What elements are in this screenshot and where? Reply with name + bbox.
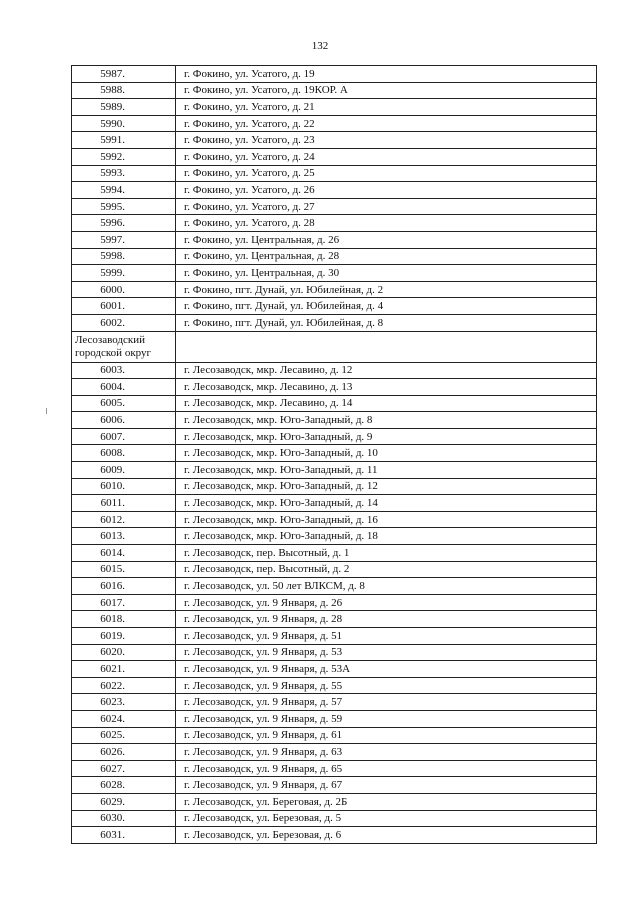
row-number: 5996. (72, 215, 176, 232)
address-cell: г. Фокино, ул. Центральная, д. 30 (176, 265, 597, 282)
row-number: 6016. (72, 578, 176, 595)
row-number: 6011. (72, 495, 176, 512)
table-row (72, 611, 597, 628)
address-cell: г. Лесозаводск, ул. 9 Января, д. 53А (176, 661, 597, 678)
row-number: 5989. (72, 99, 176, 116)
page-number: 132 (311, 40, 329, 52)
address-cell: г. Лесозаводск, ул. 9 Января, д. 51 (176, 628, 597, 645)
address-cell: г. Фокино, ул. Усатого, д. 19 (176, 66, 597, 83)
address-cell: г. Лесозаводск, ул. Березовая, д. 5 (176, 810, 597, 827)
address-cell: г. Лесозаводск, мкр. Юго-Западный, д. 10 (176, 445, 597, 462)
table-row (72, 395, 597, 412)
row-number: 5998. (72, 248, 176, 265)
row-number: 6007. (72, 428, 176, 445)
row-number: 5987. (72, 66, 176, 83)
table-row (72, 362, 597, 379)
address-cell: г. Фокино, ул. Усатого, д. 27 (176, 198, 597, 215)
address-cell: г. Фокино, ул. Усатого, д. 19КОР. А (176, 82, 597, 99)
address-cell: г. Лесозаводск, ул. Березовая, д. 6 (176, 827, 597, 844)
address-cell: г. Фокино, пгт. Дунай, ул. Юбилейная, д. 4 (176, 298, 597, 315)
row-number: 6027. (72, 760, 176, 777)
row-number: 6020. (72, 644, 176, 661)
table-row (72, 182, 597, 199)
row-number: 5999. (72, 265, 176, 282)
section-empty-cell (176, 331, 597, 362)
table-row (72, 265, 597, 282)
address-cell: г. Фокино, пгт. Дунай, ул. Юбилейная, д. 8 (176, 314, 597, 331)
address-cell: г. Лесозаводск, ул. 9 Января, д. 61 (176, 727, 597, 744)
table-row (72, 677, 597, 694)
table-row (72, 82, 597, 99)
row-number: 6005. (72, 395, 176, 412)
table-row (72, 561, 597, 578)
address-cell: г. Лесозаводск, ул. 9 Января, д. 57 (176, 694, 597, 711)
table-row (72, 511, 597, 528)
address-cell: г. Лесозаводск, мкр. Юго-Западный, д. 16 (176, 511, 597, 528)
table-row (72, 231, 597, 248)
address-cell: г. Лесозаводск, мкр. Юго-Западный, д. 12 (176, 478, 597, 495)
table-row (72, 478, 597, 495)
table-row (72, 248, 597, 265)
table-row (72, 644, 597, 661)
table-row (72, 198, 597, 215)
row-number: 6023. (72, 694, 176, 711)
address-cell: г. Лесозаводск, ул. 9 Января, д. 55 (176, 677, 597, 694)
table-row (72, 810, 597, 827)
table-row (72, 710, 597, 727)
address-cell: г. Лесозаводск, ул. 9 Января, д. 53 (176, 644, 597, 661)
table-row (72, 594, 597, 611)
row-number: 5993. (72, 165, 176, 182)
address-cell: г. Лесозаводск, ул. 9 Января, д. 59 (176, 710, 597, 727)
table-row (72, 578, 597, 595)
table-row (72, 165, 597, 182)
table-row (72, 495, 597, 512)
address-cell: г. Фокино, пгт. Дунай, ул. Юбилейная, д. 2 (176, 281, 597, 298)
address-cell: г. Лесозаводск, ул. 9 Января, д. 26 (176, 594, 597, 611)
address-table (71, 65, 597, 844)
row-number: 6024. (72, 710, 176, 727)
table-row (72, 445, 597, 462)
address-cell: г. Фокино, ул. Усатого, д. 22 (176, 115, 597, 132)
address-cell: г. Лесозаводск, мкр. Юго-Западный, д. 14 (176, 495, 597, 512)
address-cell: г. Лесозаводск, ул. 9 Января, д. 67 (176, 777, 597, 794)
row-number: 6014. (72, 545, 176, 562)
table-row (72, 793, 597, 810)
table-row (72, 827, 597, 844)
row-number: 6004. (72, 379, 176, 396)
address-cell: г. Лесозаводск, пер. Высотный, д. 1 (176, 545, 597, 562)
address-cell: г. Лесозаводск, мкр. Лесавино, д. 13 (176, 379, 597, 396)
row-number: 6001. (72, 298, 176, 315)
row-number: 6002. (72, 314, 176, 331)
address-cell: г. Фокино, ул. Усатого, д. 26 (176, 182, 597, 199)
row-number: 5997. (72, 231, 176, 248)
row-number: 6000. (72, 281, 176, 298)
row-number: 6015. (72, 561, 176, 578)
table-row (72, 66, 597, 83)
table-row (72, 281, 597, 298)
address-cell: г. Лесозаводск, ул. 9 Января, д. 63 (176, 744, 597, 761)
row-number: 6030. (72, 810, 176, 827)
row-number: 5990. (72, 115, 176, 132)
address-cell: г. Лесозаводск, мкр. Лесавино, д. 14 (176, 395, 597, 412)
address-cell: г. Лесозаводск, мкр. Юго-Западный, д. 11 (176, 462, 597, 479)
row-number: 6031. (72, 827, 176, 844)
address-cell: г. Лесозаводск, ул. 9 Января, д. 28 (176, 611, 597, 628)
row-number: 6026. (72, 744, 176, 761)
table-row (72, 148, 597, 165)
row-number: 5994. (72, 182, 176, 199)
address-cell: г. Лесозаводск, пер. Высотный, д. 2 (176, 561, 597, 578)
table-row (72, 528, 597, 545)
address-cell: г. Фокино, ул. Усатого, д. 25 (176, 165, 597, 182)
address-cell: г. Фокино, ул. Усатого, д. 28 (176, 215, 597, 232)
row-number: 6017. (72, 594, 176, 611)
address-cell: г. Лесозаводск, мкр. Юго-Западный, д. 9 (176, 428, 597, 445)
row-number: 6025. (72, 727, 176, 744)
row-number: 6006. (72, 412, 176, 429)
section-row (72, 331, 597, 362)
table-row (72, 545, 597, 562)
table-row (72, 694, 597, 711)
row-number: 6013. (72, 528, 176, 545)
row-number: 6012. (72, 511, 176, 528)
address-cell: г. Лесозаводск, ул. 9 Января, д. 65 (176, 760, 597, 777)
table-row (72, 132, 597, 149)
row-number: 6018. (72, 611, 176, 628)
row-number: 6021. (72, 661, 176, 678)
row-number: 6003. (72, 362, 176, 379)
address-cell: г. Фокино, ул. Центральная, д. 26 (176, 231, 597, 248)
table-row (72, 99, 597, 116)
row-number: 6010. (72, 478, 176, 495)
table-row (72, 727, 597, 744)
address-cell: г. Фокино, ул. Центральная, д. 28 (176, 248, 597, 265)
row-number: 6029. (72, 793, 176, 810)
table-row (72, 412, 597, 429)
table-row (72, 314, 597, 331)
row-number: 6009. (72, 462, 176, 479)
table-row (72, 428, 597, 445)
table-row (72, 744, 597, 761)
scan-edge-mark (46, 408, 47, 414)
address-table-body (72, 66, 597, 844)
row-number: 5991. (72, 132, 176, 149)
section-name: Лесозаводский городской округ (72, 331, 176, 362)
table-row (72, 298, 597, 315)
row-number: 5988. (72, 82, 176, 99)
address-cell: г. Лесозаводск, мкр. Юго-Западный, д. 18 (176, 528, 597, 545)
row-number: 6019. (72, 628, 176, 645)
address-cell: г. Фокино, ул. Усатого, д. 23 (176, 132, 597, 149)
table-row (72, 628, 597, 645)
table-row (72, 115, 597, 132)
table-row (72, 379, 597, 396)
address-cell: г. Лесозаводск, мкр. Юго-Западный, д. 8 (176, 412, 597, 429)
address-cell: г. Лесозаводск, ул. Береговая, д. 2Б (176, 793, 597, 810)
table-row (72, 462, 597, 479)
row-number: 5995. (72, 198, 176, 215)
row-number: 5992. (72, 148, 176, 165)
table-row (72, 661, 597, 678)
table-row (72, 760, 597, 777)
row-number: 6008. (72, 445, 176, 462)
table-row (72, 777, 597, 794)
address-cell: г. Фокино, ул. Усатого, д. 24 (176, 148, 597, 165)
table-row (72, 215, 597, 232)
address-cell: г. Лесозаводск, мкр. Лесавино, д. 12 (176, 362, 597, 379)
row-number: 6022. (72, 677, 176, 694)
row-number: 6028. (72, 777, 176, 794)
address-cell: г. Фокино, ул. Усатого, д. 21 (176, 99, 597, 116)
address-cell: г. Лесозаводск, ул. 50 лет ВЛКСМ, д. 8 (176, 578, 597, 595)
